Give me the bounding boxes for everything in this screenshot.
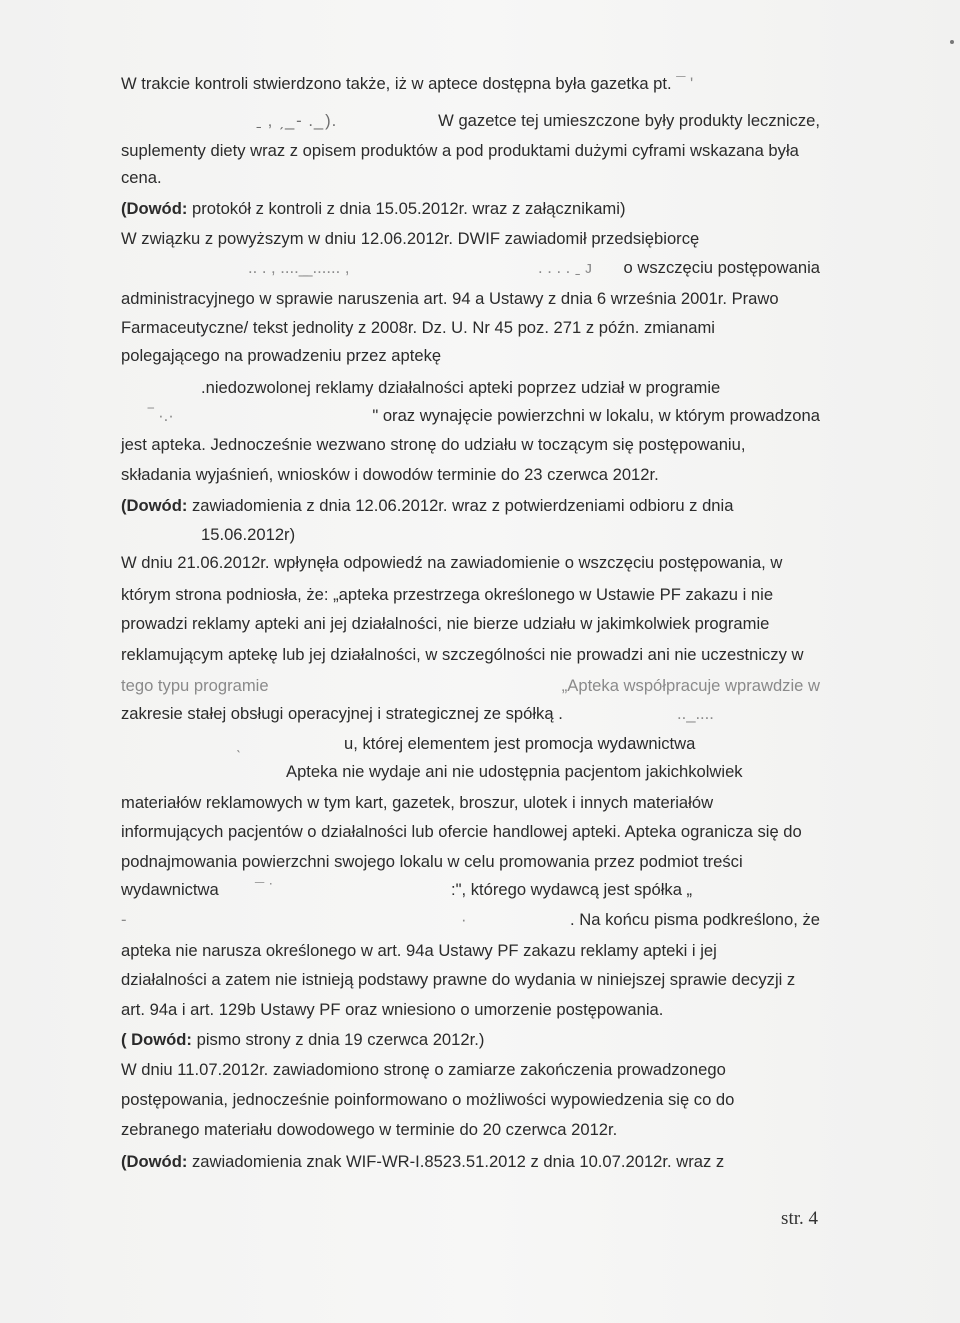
text-line: W związku z powyższym w dniu 12.06.2012r. DWIF zawiadomił przedsiębiorcę bbox=[121, 229, 700, 248]
text-line: W dniu 11.07.2012r. zawiadomiono stronę o zamiarze zakończenia prowadzonego bbox=[121, 1060, 726, 1079]
scan-mark bbox=[950, 40, 954, 44]
text-segment: wydawnictwa bbox=[121, 880, 219, 899]
text-segment: u, której elementem jest promocja wydawnictwa bbox=[344, 734, 696, 753]
redacted-fragment: ˍ ‚ ˏ ̲ ‐ . ̲ ). bbox=[256, 111, 338, 130]
redacted-fragment: . . . . ˍ ᴊ bbox=[538, 258, 593, 277]
evidence-label: (Dowód: bbox=[121, 496, 188, 515]
text-line: cena. bbox=[121, 168, 162, 187]
text-line: .niedozwolonej reklamy działalności apteki poprzez udział w programie bbox=[201, 378, 721, 397]
text-segment: protokół z kontroli z dnia 15.05.2012r. wraz z załącznikami) bbox=[191, 199, 626, 218]
evidence-label: (Dowód: bbox=[121, 199, 188, 218]
text-line: Apteka nie wydaje ani nie udostępnia pacjentom jakichkolwiek bbox=[286, 762, 743, 781]
evidence-label: ( Dowód: bbox=[121, 1030, 192, 1049]
text-segment: zawiadomienia znak WIF-WR-I.8523.51.2012 z dnia 10.07.2012r. wraz z bbox=[191, 1152, 725, 1171]
redacted-fragment: ˎ bbox=[236, 734, 242, 753]
text-line: apteka nie narusza określonego w art. 94a Ustawy PF zakazu reklamy apteki i jej bbox=[121, 941, 717, 960]
text-line: składania wyjaśnień, wniosków i dowodów terminie do 23 czerwca 2012r. bbox=[121, 465, 659, 484]
evidence-line bbox=[121, 496, 733, 516]
text-segment: o wszczęciu postępowania bbox=[623, 258, 820, 277]
text-line: zebranego materiału dowodowego w terminie do 20 czerwca 2012r. bbox=[121, 1120, 618, 1139]
redacted-fragment: · bbox=[461, 910, 467, 929]
text-line: postępowania, jednocześnie poinformowano o możliwości wypowiedzenia się co do bbox=[121, 1090, 735, 1109]
text-line: administracyjnego w sprawie naruszenia art. 94 a Ustawy z dnia 6 września 2001r. Prawo bbox=[121, 289, 779, 308]
text-line: działalności a zatem nie istnieją podstawy prawne do wydania w niniejszej sprawie decyzji z bbox=[121, 970, 796, 989]
text-segment: pismo strony z dnia 19 czerwca 2012r.) bbox=[196, 1030, 485, 1049]
evidence-line bbox=[121, 199, 625, 219]
text-segment: W trakcie kontroli stwierdzono także, iż w aptece dostępna była gazetka pt. bbox=[121, 74, 672, 93]
text-line: 15.06.2012r) bbox=[201, 525, 296, 544]
redacted-fragment: ¯ ' bbox=[676, 74, 694, 93]
text-segment: „Apteka współpracuje wprawdzie w bbox=[561, 676, 820, 695]
text-line: którym strona podniosła, że: „apteka przestrzega określonego w Ustawie PF zakazu i nie bbox=[121, 585, 774, 604]
text-line bbox=[256, 111, 820, 131]
text-line: prowadzi reklamy apteki ani jej działalności, nie bierze udziału w jakimkolwiek programie bbox=[121, 614, 770, 633]
evidence-label: (Dowód: bbox=[121, 1152, 188, 1171]
text-line: W dniu 21.06.2012r. wpłynęła odpowiedź na zawiadomienie o wszczęciu postępowania, w bbox=[121, 553, 783, 572]
text-line: podnajmowania powierzchni swojego lokalu w celu promowania przez podmiot treści bbox=[121, 852, 743, 871]
text-line: materiałów reklamowych w tym kart, gazetek, broszur, ulotek i innych materiałów bbox=[121, 793, 714, 812]
text-line: polegającego na prowadzeniu przez aptekę bbox=[121, 346, 442, 365]
redacted-fragment: ‾ ·.· bbox=[148, 406, 174, 425]
text-line: art. 94a i art. 129b Ustawy PF oraz wniesiono o umorzenie postępowania. bbox=[121, 1000, 664, 1019]
text-line: Farmaceutyczne/ tekst jednolity z 2008r. Dz. U. Nr 45 poz. 271 z późn. zmianami bbox=[121, 318, 715, 337]
text-line: suplementy diety wraz z opisem produktów a pod produktami dużymi cyframi wskazana była bbox=[121, 141, 799, 160]
page-number: str. 4 bbox=[781, 1208, 818, 1229]
redacted-fragment: .. . , .... ̲ ̲ ...... , bbox=[248, 258, 350, 277]
evidence-line bbox=[121, 1030, 484, 1050]
text-segment: zawiadomienia z dnia 12.06.2012r. wraz z potwierdzeniami odbioru z dnia bbox=[191, 496, 734, 515]
text-line bbox=[121, 74, 693, 94]
text-segment: tego typu programie bbox=[121, 676, 269, 695]
evidence-line bbox=[121, 1152, 724, 1172]
text-line: reklamującym aptekę lub jej działalności, w szczególności nie prowadzi ani nie uczestniczy w bbox=[121, 645, 804, 664]
text-segment: . Na końcu pisma podkreślono, że bbox=[570, 910, 820, 929]
redacted-fragment: ¯ ˙ bbox=[255, 880, 275, 899]
redacted-fragment: - bbox=[121, 910, 127, 929]
text-line: informujących pacjentów o działalności lub ofercie handlowej apteki. Apteka ogranicza się do bbox=[121, 822, 802, 841]
text-segment: :", którego wydawcą jest spółka „ bbox=[451, 880, 693, 899]
text-line: jest apteka. Jednocześnie wezwano stronę do udziału w toczącym się postępowaniu, bbox=[121, 435, 746, 454]
redacted-fragment: .. ̲ .... bbox=[677, 704, 714, 723]
text-segment: " oraz wynajęcie powierzchni w lokalu, w którym prowadzona bbox=[372, 406, 820, 425]
text-segment: W gazetce tej umieszczone były produkty lecznicze, bbox=[438, 111, 820, 130]
text-segment: zakresie stałej obsługi operacyjnej i strategicznej ze spółką . bbox=[121, 704, 563, 723]
